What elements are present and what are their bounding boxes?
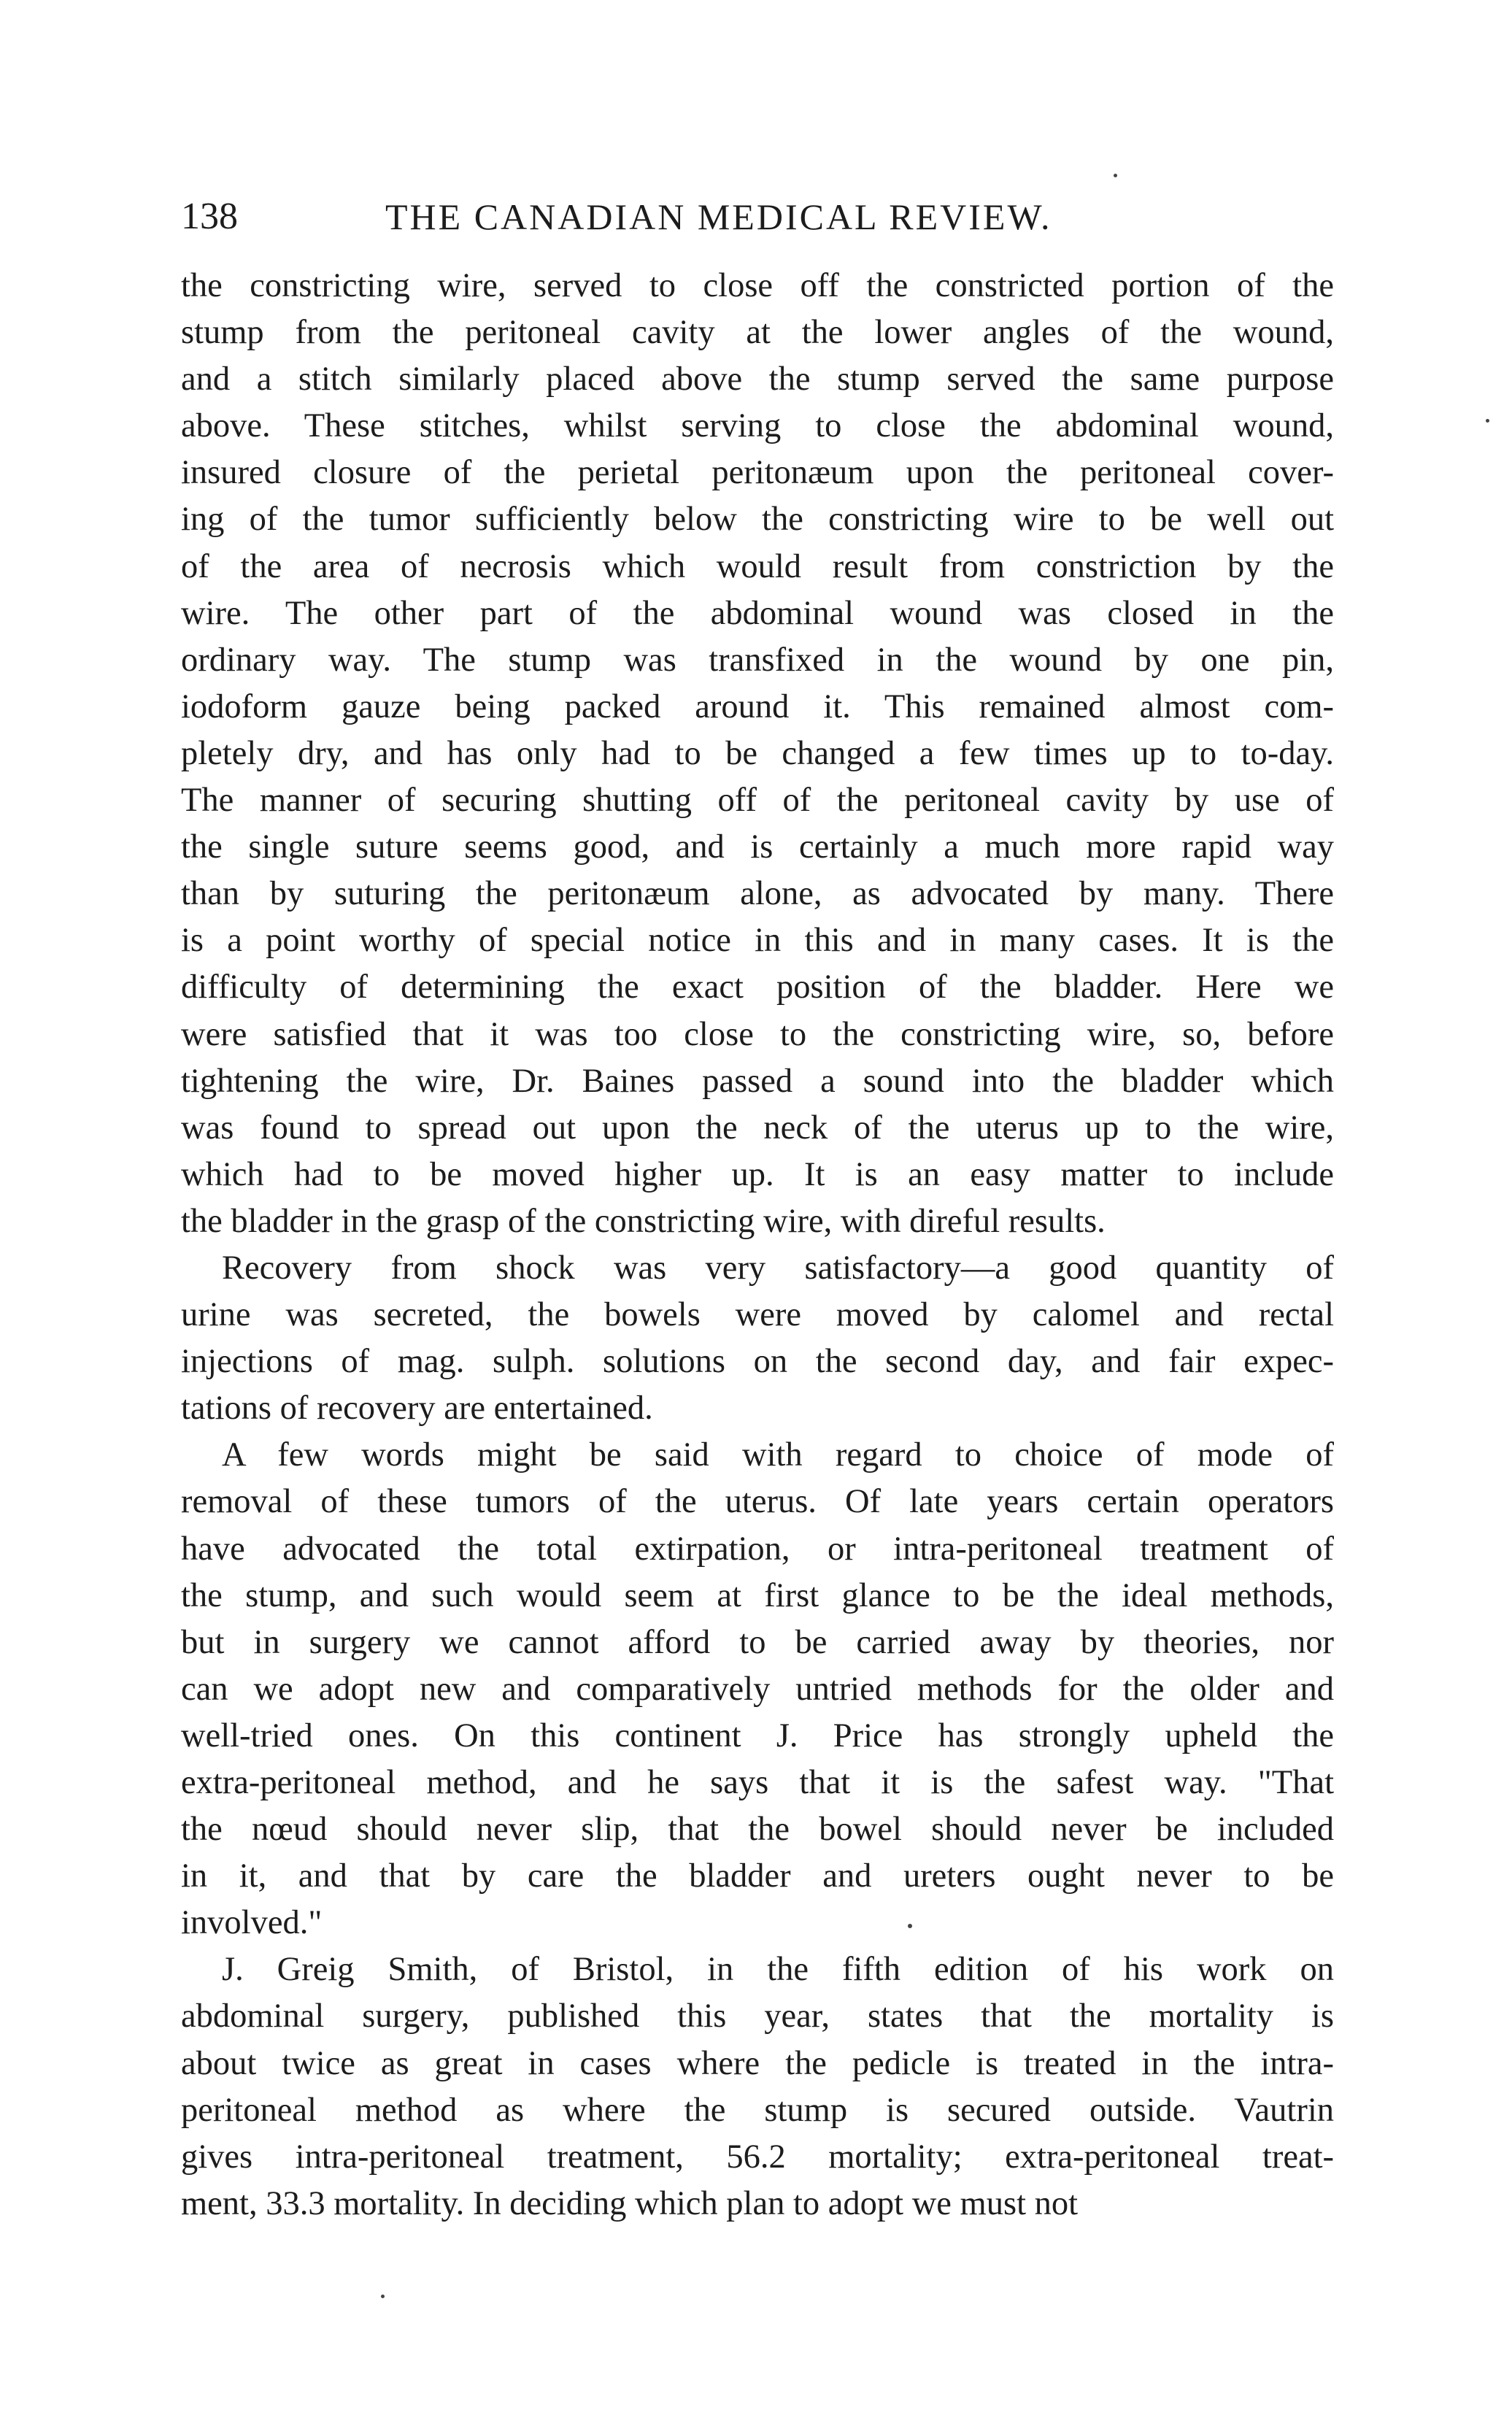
text-line: ing of the tumor sufficiently below the constricting wire to be well out <box>181 501 1334 539</box>
text-line: were satisfied that it was too close to the constricting wire, so, before <box>181 1015 1334 1053</box>
text-line: gives intra-peritoneal treatment, 56.2 mortality; extra-peritoneal treat- <box>181 2138 1334 2176</box>
text-line: but in surgery we cannot afford to be carried away by theories, nor <box>181 1623 1334 1661</box>
paragraph <box>181 1245 1334 1432</box>
text-line: extra-peritoneal method, and he says that it is the safest way. "That <box>181 1764 1334 1801</box>
print-speck <box>908 1924 912 1928</box>
text-line: stump from the peritoneal cavity at the lower angles of the wound, <box>181 314 1334 352</box>
text-line: than by suturing the peritonæum alone, as advocated by many. There <box>181 875 1334 913</box>
text-line: have advocated the total extirpation, or intra-peritoneal treatment of <box>181 1530 1334 1568</box>
text-line: difficulty of determining the exact position of the bladder. Here we <box>181 968 1334 1006</box>
page-number: 138 <box>181 196 238 237</box>
text-line: the bladder in the grasp of the constricting wire, with direful results. <box>181 1202 1106 1240</box>
text-line: of the area of necrosis which would result from constriction by the <box>181 547 1334 585</box>
text-line: was found to spread out upon the neck of the uterus up to the wire, <box>181 1109 1334 1147</box>
paragraph <box>181 1432 1334 1946</box>
text-line: can we adopt new and comparatively untried methods for the older and <box>181 1670 1334 1708</box>
text-line: the constricting wire, served to close off the constricted portion of the <box>181 267 1334 304</box>
text-line: Recovery from shock was very satisfactory—a good quantity of <box>222 1249 1334 1287</box>
text-line: A few words might be said with regard to choice of mode of <box>222 1436 1334 1474</box>
print-speck <box>381 2295 385 2298</box>
text-line: which had to be moved higher up. It is an easy matter to include <box>181 1155 1334 1193</box>
text-line: removal of these tumors of the uterus. Of late years certain operators <box>181 1483 1334 1521</box>
text-line: ment, 33.3 mortality. In deciding which plan to adopt we must not <box>181 2184 1079 2222</box>
print-speck <box>1486 419 1489 423</box>
print-speck <box>1114 174 1117 177</box>
text-line: abdominal surgery, published this year, states that the mortality is <box>181 1998 1334 2035</box>
text-line: above. These stitches, whilst serving to close the abdominal wound, <box>181 407 1334 445</box>
body-text <box>181 263 1334 2227</box>
text-line: involved." <box>181 1904 323 1942</box>
text-line: insured closure of the perietal peritonæum upon the peritoneal cover- <box>181 454 1334 492</box>
text-line: iodoform gauze being packed around it. This remained almost com- <box>181 687 1334 725</box>
text-line: in it, and that by care the bladder and ureters ought never to be <box>181 1857 1334 1895</box>
text-line: the stump, and such would seem at first glance to be the ideal methods, <box>181 1576 1334 1614</box>
running-head <box>181 191 1334 242</box>
text-line: ordinary way. The stump was transfixed in the wound by one pin, <box>181 641 1334 679</box>
text-line: urine was secreted, the bowels were moved by calomel and rectal <box>181 1296 1334 1334</box>
journal-title: THE CANADIAN MEDICAL REVIEW. <box>385 196 1052 237</box>
text-line: wire. The other part of the abdominal wound was closed in the <box>181 594 1334 632</box>
text-line: J. Greig Smith, of Bristol, in the fifth edition of his work on <box>222 1951 1334 1989</box>
text-line: The manner of securing shutting off of the peritoneal cavity by use of <box>181 782 1334 820</box>
paragraph <box>181 263 1334 1245</box>
text-line: well-tried ones. On this continent J. Price has strongly upheld the <box>181 1717 1334 1754</box>
text-line: is a point worthy of special notice in this and in many cases. It is the <box>181 922 1334 960</box>
text-line: injections of mag. sulph. solutions on the second day, and fair expec- <box>181 1343 1334 1381</box>
text-line: and a stitch similarly placed above the stump served the same purpose <box>181 361 1334 398</box>
text-line: peritoneal method as where the stump is secured outside. Vautrin <box>181 2091 1334 2129</box>
text-line: pletely dry, and has only had to be changed a few times up to to-day. <box>181 734 1334 772</box>
text-line: the single suture seems good, and is certainly a much more rapid way <box>181 828 1334 866</box>
text-line: about twice as great in cases where the pedicle is treated in the intra- <box>181 2044 1334 2082</box>
text-line: the nœud should never slip, that the bowel should never be included <box>181 1811 1334 1849</box>
paragraph <box>181 1946 1334 2227</box>
text-line: tations of recovery are entertained. <box>181 1390 653 1428</box>
text-line: tightening the wire, Dr. Baines passed a sound into the bladder which <box>181 1062 1334 1100</box>
